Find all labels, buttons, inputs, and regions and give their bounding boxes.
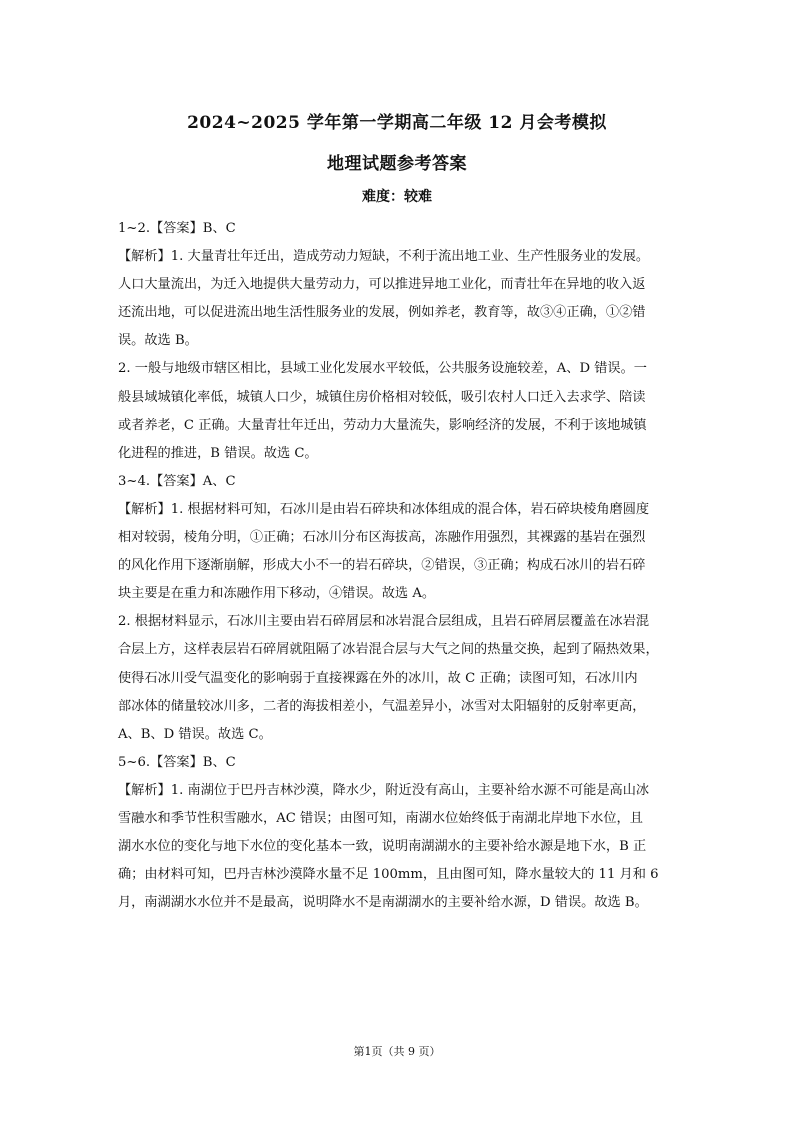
answer-line: 还流出地，可以促进流出地生活性服务业的发展，例如养老，教育等，故③④正确，①②错 — [118, 305, 646, 321]
answer-line: 的风化作用下逐渐崩解，形成大小不一的岩石碎块，②错误，③正确；构成石冰川的岩石碎 — [118, 558, 646, 574]
answer-line: 【解析】1. 大量青壮年迁出，造成劳动力短缺，不利于流出地工业、生产性服务业的发展。 — [118, 249, 650, 265]
page-footer: 第1页（共 9 页） — [353, 1045, 441, 1058]
answer-line: 月，南湖湖水水位并不是最高，说明降水不是南湖湖水的主要补给水源，D 错误。故选 B。 — [118, 895, 648, 911]
answer-line: 2. 根据材料显示，石冰川主要由岩石碎屑层和冰岩混合层组成，且岩石碎屑层覆盖在冰岩混 — [118, 614, 650, 630]
answer-line: 雪融水和季节性积雪融水，AC 错误；由图可知，南湖水位始终低于南湖北岸地下水位，且 — [118, 810, 643, 826]
answer-line: 或者养老，C 正确。大量青壮年迁出，劳动力大量流失，影响经济的发展，不利于该地城镇 — [118, 417, 647, 433]
answer-line: 【解析】1. 南湖位于巴丹吉林沙漠，降水少，附近没有高山，主要补给水源不可能是高山冰 — [118, 782, 650, 798]
answer-line: A、B、D 错误。故选 C。 — [118, 726, 272, 742]
answer-line: 相对较弱，棱角分明，①正确；石冰川分布区海拔高，冻融作用强烈，其裸露的基岩在强烈 — [118, 530, 646, 546]
answer-line: 5~6.【答案】B、C — [118, 754, 236, 770]
answer-line: 部冰体的储量较冰川多，二者的海拔相差小，气温差异小，冰雪对太阳辐射的反射率更高， — [118, 698, 646, 714]
answer-line: 3~4.【答案】A、C — [118, 473, 236, 489]
answer-line: 2. 一般与地级市辖区相比，县域工业化发展水平较低，公共服务设施较差，A、D 错误。一 — [118, 361, 647, 377]
answer-line: 确；由材料可知，巴丹吉林沙漠降水量不足 100mm，且由图可知，降水量较大的 11 月和 6 — [118, 867, 659, 883]
answer-line: 人口大量流出，为迁入地提供大量劳动力，可以推进异地工业化，而青壮年在异地的收入返 — [118, 277, 646, 293]
document-title: 2024~2025 学年第一学期高二年级 12 月会考模拟 — [187, 113, 607, 133]
document-subtitle: 地理试题参考答案 — [327, 154, 467, 174]
answer-line: 1~2.【答案】B、C — [118, 221, 236, 236]
answer-line: 般县域城镇化率低，城镇人口少，城镇住房价格相对较低，吸引农村人口迁入去求学、陪读 — [118, 389, 646, 405]
answer-line: 【解析】1. 根据材料可知，石冰川是由岩石碎块和冰体组成的混合体，岩石碎块棱角磨圆度 — [118, 501, 650, 517]
answer-line: 块主要是在重力和冻融作用下移动，④错误。故选 A。 — [118, 586, 436, 602]
answer-line: 湖水水位的变化与地下水位的变化基本一致，说明南湖湖水的主要补给水源是地下水，B 正 — [118, 839, 647, 855]
answer-line: 合层上方，这样表层岩石碎屑就阻隔了冰岩混合层与大气之间的热量交换，起到了隔热效果， — [118, 642, 659, 658]
answer-line: 使得石冰川受气温变化的影响弱于直接裸露在外的冰川，故 C 正确；读图可知，石冰川内 — [118, 670, 638, 686]
answer-body — [118, 215, 678, 917]
difficulty-label: 难度：较难 — [362, 189, 432, 205]
answer-line: 误。故选 B。 — [118, 333, 198, 349]
answer-line: 化进程的推进，B 错误。故选 C。 — [118, 445, 318, 461]
